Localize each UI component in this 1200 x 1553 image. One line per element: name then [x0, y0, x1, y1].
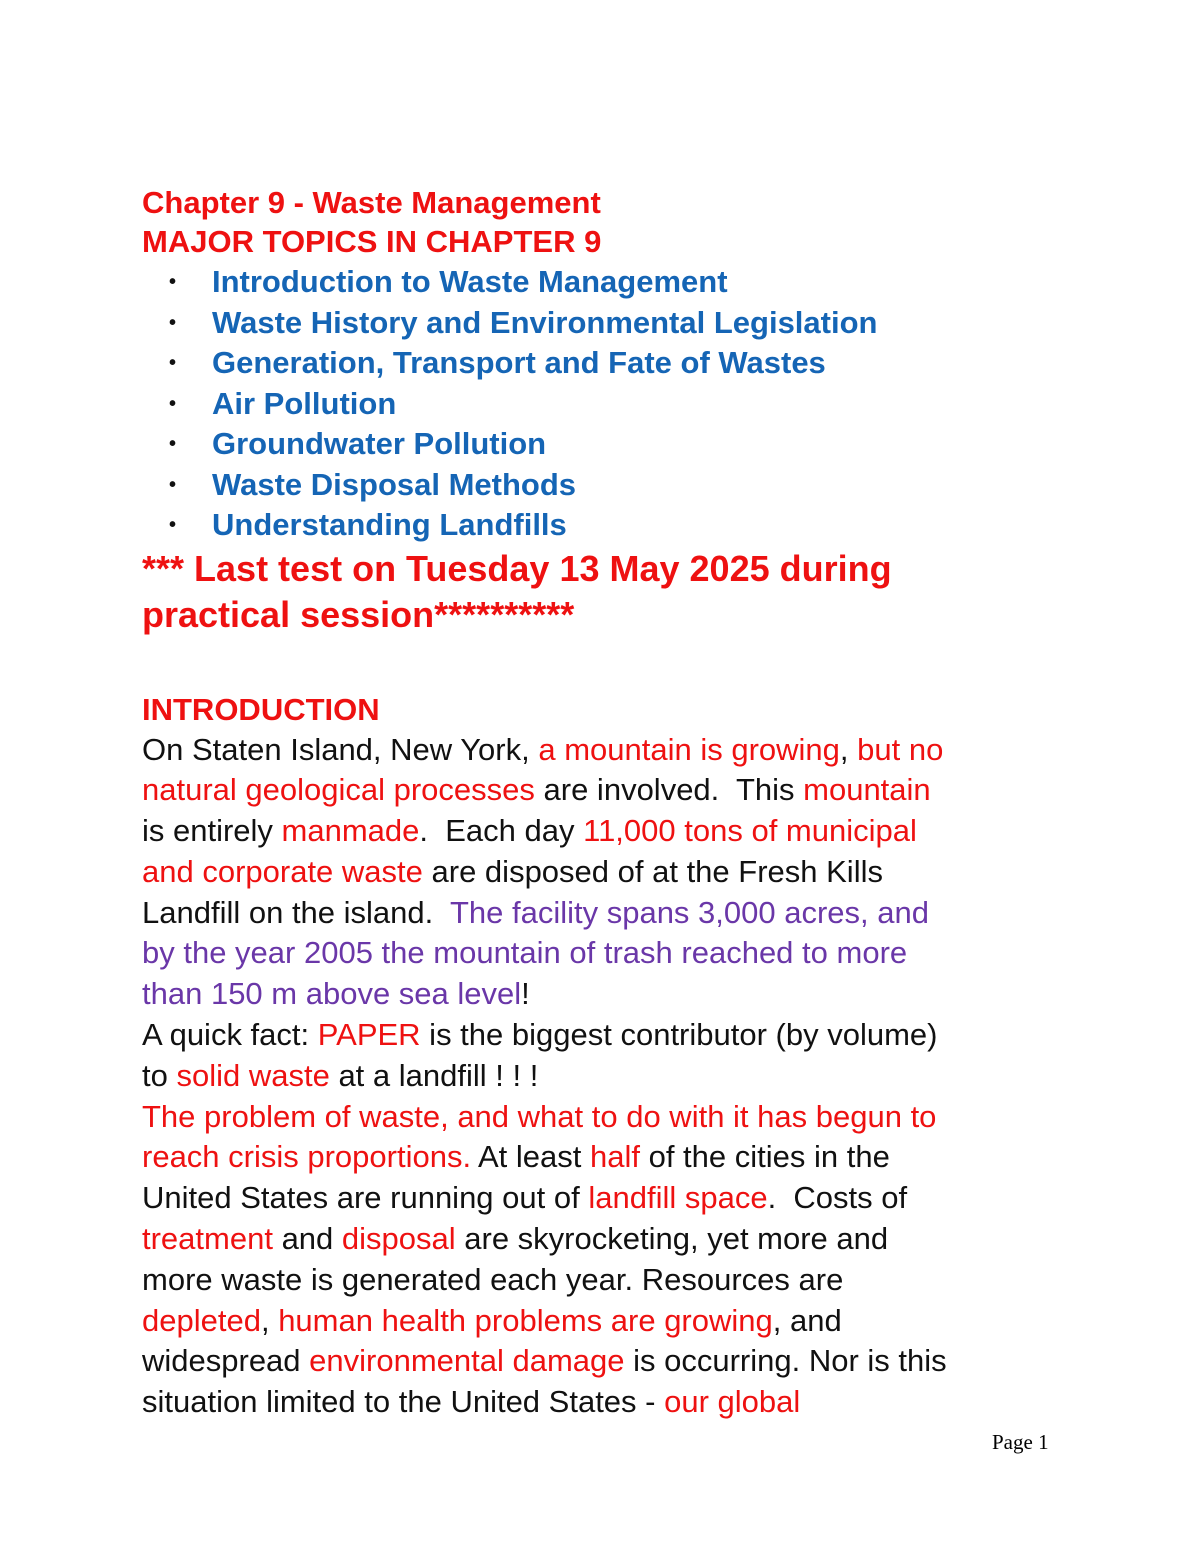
text-segment: are skyrocketing, yet more and — [455, 1221, 889, 1257]
topic-label: Generation, Transport and Fate of Wastes — [212, 345, 826, 380]
text-segment: than 150 m above sea level — [142, 976, 522, 1012]
text-segment: The facility spans 3,000 acres, and — [449, 894, 929, 930]
text-line — [142, 811, 1102, 852]
text-line — [142, 1137, 1102, 1178]
chapter-title: Chapter 9 - Waste Management — [142, 185, 601, 220]
text-segment: environmental damage — [309, 1343, 625, 1379]
text-segment: widespread — [142, 1343, 310, 1379]
text-segment: are disposed of at the Fresh Kills — [422, 853, 883, 889]
text-line — [142, 893, 1102, 934]
page-content — [142, 184, 1102, 1423]
text-segment: natural geological processes — [142, 772, 535, 808]
text-segment: of the cities in the — [639, 1139, 890, 1175]
text-segment: landfill space — [588, 1180, 768, 1216]
text-line — [142, 770, 1102, 811]
bullet-icon: • — [169, 311, 177, 334]
text-segment: , — [839, 731, 858, 767]
bullet-icon: • — [169, 271, 177, 293]
bullet-icon: • — [169, 473, 177, 496]
text-line — [142, 1219, 1102, 1260]
text-segment: reach crisis proportions. — [142, 1139, 472, 1175]
text-segment: and — [272, 1221, 342, 1257]
text-segment: . Each day — [419, 813, 584, 849]
text-segment: to — [142, 1057, 177, 1093]
topic-label: Groundwater Pollution — [212, 426, 547, 461]
text-segment: mountain — [803, 772, 931, 808]
text-segment: situation limited to the United States - — [142, 1384, 665, 1420]
text-line — [142, 1382, 1102, 1423]
topic-label: Understanding Landfills — [212, 507, 567, 542]
text-segment: is entirely — [142, 813, 282, 849]
text-line — [142, 933, 1102, 974]
topic-item — [142, 384, 1102, 425]
text-line — [142, 1301, 1102, 1342]
text-segment: , — [260, 1302, 279, 1338]
text-segment: PAPER — [317, 1017, 421, 1053]
text-segment: human health problems are growing — [278, 1302, 773, 1338]
text-line — [142, 852, 1102, 893]
text-segment: Landfill on the island. — [142, 894, 450, 930]
text-segment: a mountain is growing — [538, 731, 840, 767]
topic-item — [142, 262, 1102, 303]
text-segment: by the year 2005 the mountain of trash reached to more — [142, 935, 908, 971]
text-segment: United States are running out of — [142, 1180, 589, 1216]
text-segment: The problem of waste, and what to do with it has begun to — [142, 1098, 937, 1134]
text-segment: at a landfill ! ! ! — [329, 1057, 539, 1093]
text-segment: ! — [521, 976, 530, 1012]
topic-label: Waste Disposal Methods — [212, 466, 577, 502]
topic-label: Introduction to Waste Management — [212, 264, 728, 299]
text-segment: On Staten Island, New York, — [142, 731, 539, 767]
topic-item — [142, 465, 1102, 506]
text-line — [142, 1097, 1102, 1138]
text-line — [142, 1015, 1102, 1056]
text-line — [142, 1056, 1102, 1097]
text-segment: is occurring. Nor is this — [624, 1343, 947, 1379]
test-notice-line-2: practical session********** — [142, 593, 575, 635]
text-segment: our global — [664, 1384, 801, 1420]
text-line — [142, 1341, 1102, 1382]
topic-item — [142, 343, 1102, 384]
text-segment: 11,000 tons of municipal — [583, 813, 917, 849]
text-segment: half — [589, 1139, 640, 1175]
text-segment: disposal — [341, 1221, 456, 1257]
test-notice — [142, 546, 1102, 638]
topic-item — [142, 424, 1102, 465]
page-number: Page 1 — [992, 1430, 1049, 1454]
major-topics-heading: MAJOR TOPICS IN CHAPTER 9 — [142, 224, 602, 259]
introduction-paragraph — [142, 730, 1102, 1424]
text-segment: are involved. This — [534, 772, 804, 808]
text-segment: more waste is generated each year. Resources are — [142, 1261, 844, 1297]
topics-list — [142, 262, 1102, 546]
text-segment: depleted — [142, 1302, 261, 1338]
section-spacer — [142, 638, 1102, 690]
bullet-icon: • — [169, 433, 177, 455]
text-segment: A quick fact: — [142, 1017, 318, 1053]
bullet-icon: • — [169, 392, 177, 415]
text-line — [142, 1178, 1102, 1219]
text-segment: but no — [857, 731, 944, 767]
topic-item — [142, 303, 1102, 344]
text-line — [142, 730, 1102, 771]
bullet-icon: • — [169, 352, 177, 374]
introduction-heading: INTRODUCTION — [142, 691, 380, 727]
test-notice-line-1: *** Last test on Tuesday 13 May 2025 during — [142, 547, 892, 589]
text-segment: . Costs of — [767, 1180, 908, 1216]
text-segment: solid waste — [176, 1057, 330, 1093]
text-segment: and corporate waste — [142, 853, 423, 889]
text-segment: At least — [471, 1139, 590, 1175]
bullet-icon: • — [169, 514, 177, 536]
text-segment: manmade — [281, 813, 420, 849]
text-segment: , and — [772, 1302, 842, 1338]
topic-label: Air Pollution — [212, 385, 397, 421]
topic-item — [142, 505, 1102, 546]
topic-label: Waste History and Environmental Legislation — [212, 304, 878, 340]
text-line — [142, 1260, 1102, 1301]
text-line — [142, 974, 1102, 1015]
text-segment: treatment — [142, 1221, 273, 1257]
text-segment: is the biggest contributor (by volume) — [420, 1017, 938, 1053]
